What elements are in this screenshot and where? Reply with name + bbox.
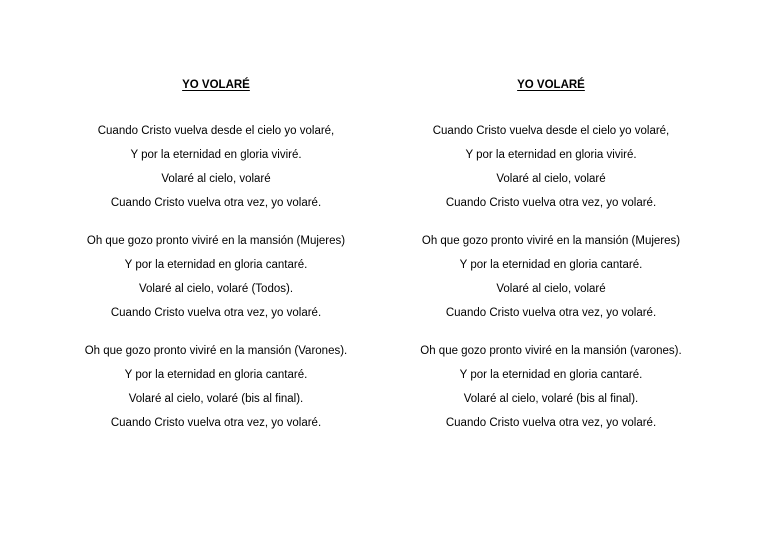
stanza-2 bbox=[56, 234, 376, 320]
lyric-line: Y por la eternidad en gloria cantaré. bbox=[124, 369, 308, 381]
lyric-line: Volaré al cielo, volaré (bis al final). bbox=[463, 393, 639, 405]
lyric-line: Cuando Cristo vuelva otra vez, yo volaré. bbox=[445, 197, 657, 209]
lyric-line: Y por la eternidad en gloria cantaré. bbox=[459, 259, 643, 271]
lyric-line: Y por la eternidad en gloria cantaré. bbox=[459, 369, 643, 381]
lyric-line: Volaré al cielo, volaré bbox=[161, 173, 271, 185]
lyric-line: Oh que gozo pronto viviré en la mansión (varones). bbox=[420, 345, 682, 357]
stanza-2 bbox=[391, 234, 711, 320]
lyric-line: Cuando Cristo vuelva otra vez, yo volaré. bbox=[110, 197, 322, 209]
lyric-line: Volaré al cielo, volaré (bis al final). bbox=[128, 393, 304, 405]
lyric-line: Volaré al cielo, volaré bbox=[496, 173, 606, 185]
lyric-line: Y por la eternidad en gloria viviré. bbox=[465, 149, 637, 161]
lyric-line: Cuando Cristo vuelva desde el cielo yo volaré, bbox=[97, 125, 335, 137]
stanza-1 bbox=[56, 124, 376, 210]
stanza-3 bbox=[56, 344, 376, 430]
lyric-line: Cuando Cristo vuelva otra vez, yo volaré. bbox=[110, 307, 322, 319]
stanza-3 bbox=[391, 344, 711, 430]
stanza-1 bbox=[391, 124, 711, 210]
lyric-line: Cuando Cristo vuelva otra vez, yo volaré. bbox=[445, 417, 657, 429]
right-lyrics-column bbox=[391, 76, 711, 430]
lyric-line: Volaré al cielo, volaré (Todos). bbox=[138, 283, 294, 295]
lyric-line: Oh que gozo pronto viviré en la mansión (Varones). bbox=[84, 345, 348, 357]
song-title: YO VOLARÉ bbox=[182, 79, 250, 91]
lyric-line: Cuando Cristo vuelva desde el cielo yo volaré, bbox=[432, 125, 670, 137]
lyric-line: Y por la eternidad en gloria cantaré. bbox=[124, 259, 308, 271]
lyric-line: Oh que gozo pronto viviré en la mansión (Mujeres) bbox=[421, 235, 681, 247]
lyric-line: Cuando Cristo vuelva otra vez, yo volaré. bbox=[445, 307, 657, 319]
lyric-line: Oh que gozo pronto viviré en la mansión (Mujeres) bbox=[86, 235, 346, 247]
left-lyrics-column bbox=[56, 76, 376, 430]
lyric-line: Y por la eternidad en gloria viviré. bbox=[130, 149, 302, 161]
song-title: YO VOLARÉ bbox=[517, 79, 585, 91]
lyric-line: Cuando Cristo vuelva otra vez, yo volaré. bbox=[110, 417, 322, 429]
lyric-line: Volaré al cielo, volaré bbox=[496, 283, 606, 295]
